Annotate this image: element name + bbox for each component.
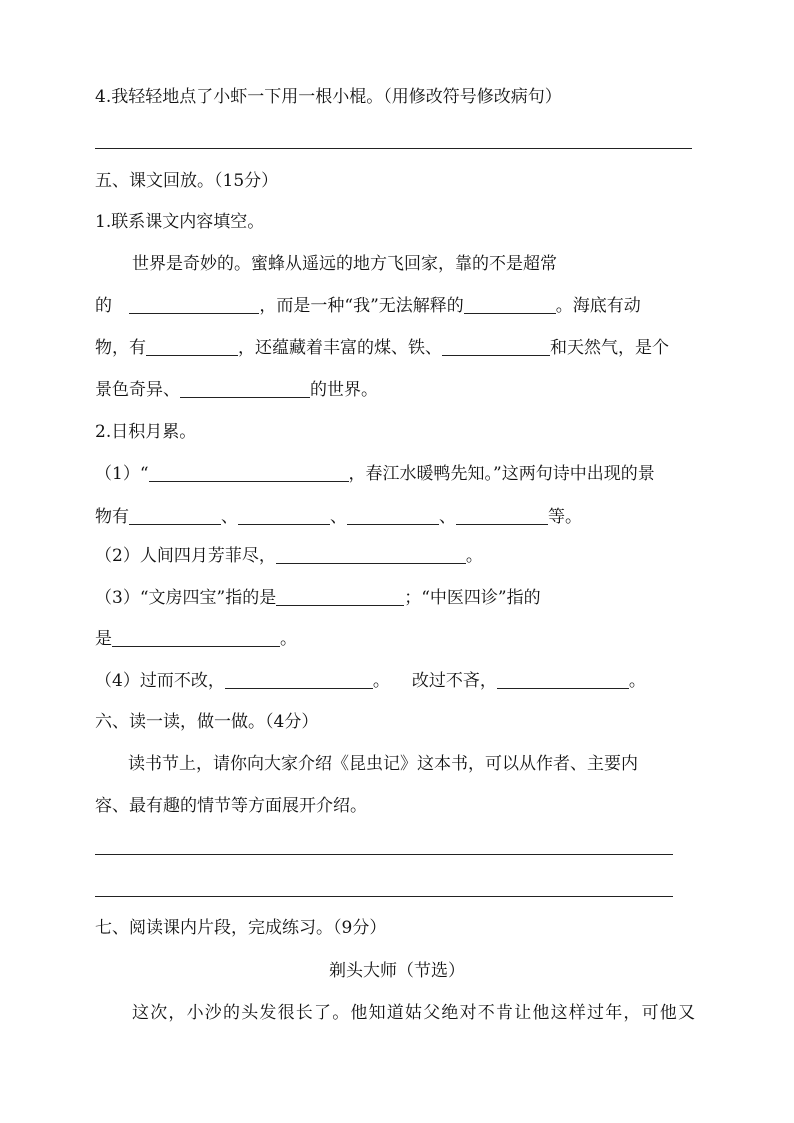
- blank[interactable]: [129, 506, 221, 525]
- paragraph-line: 世界是奇妙的。蜜蜂从遥远的地方飞回家，靠的不是超常: [132, 254, 557, 274]
- section-5-part2-title: 2.日积月累。: [95, 422, 197, 442]
- blank[interactable]: [464, 295, 556, 314]
- paragraph-line: 读书节上，请你向大家介绍《昆虫记》这本书，可以从作者、主要内: [128, 754, 638, 774]
- blank[interactable]: [112, 628, 280, 647]
- fill-line: 景色奇异、 的世界。: [95, 380, 378, 400]
- blank[interactable]: [456, 506, 548, 525]
- blank[interactable]: [442, 337, 550, 356]
- section-6-title: 六、读一读，做一做。（4分）: [95, 712, 319, 732]
- blank[interactable]: [238, 506, 330, 525]
- fill-line: （3）“文房四宝”指的是 ；“中医四诊”指的: [95, 588, 541, 608]
- answer-line[interactable]: [95, 148, 692, 149]
- blank[interactable]: [129, 295, 259, 314]
- blank[interactable]: [276, 587, 404, 606]
- paragraph-line: 这次，小沙的头发很长了。他知道姑父绝对不肯让他这样过年，可他又: [132, 1003, 697, 1023]
- section-5-part1-title: 1.联系课文内容填空。: [95, 212, 265, 232]
- section-7-title: 七、阅读课内片段，完成练习。（9分）: [95, 918, 387, 938]
- blank[interactable]: [347, 506, 439, 525]
- fill-line: 物有 、 、 、 等。: [95, 507, 582, 527]
- blank[interactable]: [497, 670, 629, 689]
- blank[interactable]: [180, 379, 310, 398]
- section-5-title: 五、课文回放。（15分）: [95, 171, 279, 191]
- blank[interactable]: [146, 337, 238, 356]
- fill-line: 物，有 ，还蕴藏着丰富的煤、铁、 和天然气，是个: [95, 338, 669, 358]
- answer-line[interactable]: [95, 896, 673, 897]
- blank[interactable]: [149, 463, 349, 482]
- paragraph-line: 容、最有趣的情节等方面展开介绍。: [95, 796, 367, 816]
- answer-line[interactable]: [95, 854, 673, 855]
- passage-title: 剃头大师（节选）: [329, 961, 465, 981]
- q4-text: 4.我轻轻地点了小虾一下用一根小棍。（用修改符号修改病句）: [95, 87, 562, 107]
- fill-line: （4）过而不改， 。 改过不吝， 。: [95, 671, 646, 691]
- blank[interactable]: [276, 545, 466, 564]
- fill-line: 是 。: [95, 629, 297, 649]
- fill-line: （1）“ ，春江水暖鸭先知。”这两句诗中出现的景: [95, 464, 655, 484]
- fill-line: 的 ，而是一种“我”无法解释的 。海底有动: [95, 296, 641, 316]
- blank[interactable]: [225, 670, 373, 689]
- fill-line: （2）人间四月芳菲尽， 。: [95, 546, 483, 566]
